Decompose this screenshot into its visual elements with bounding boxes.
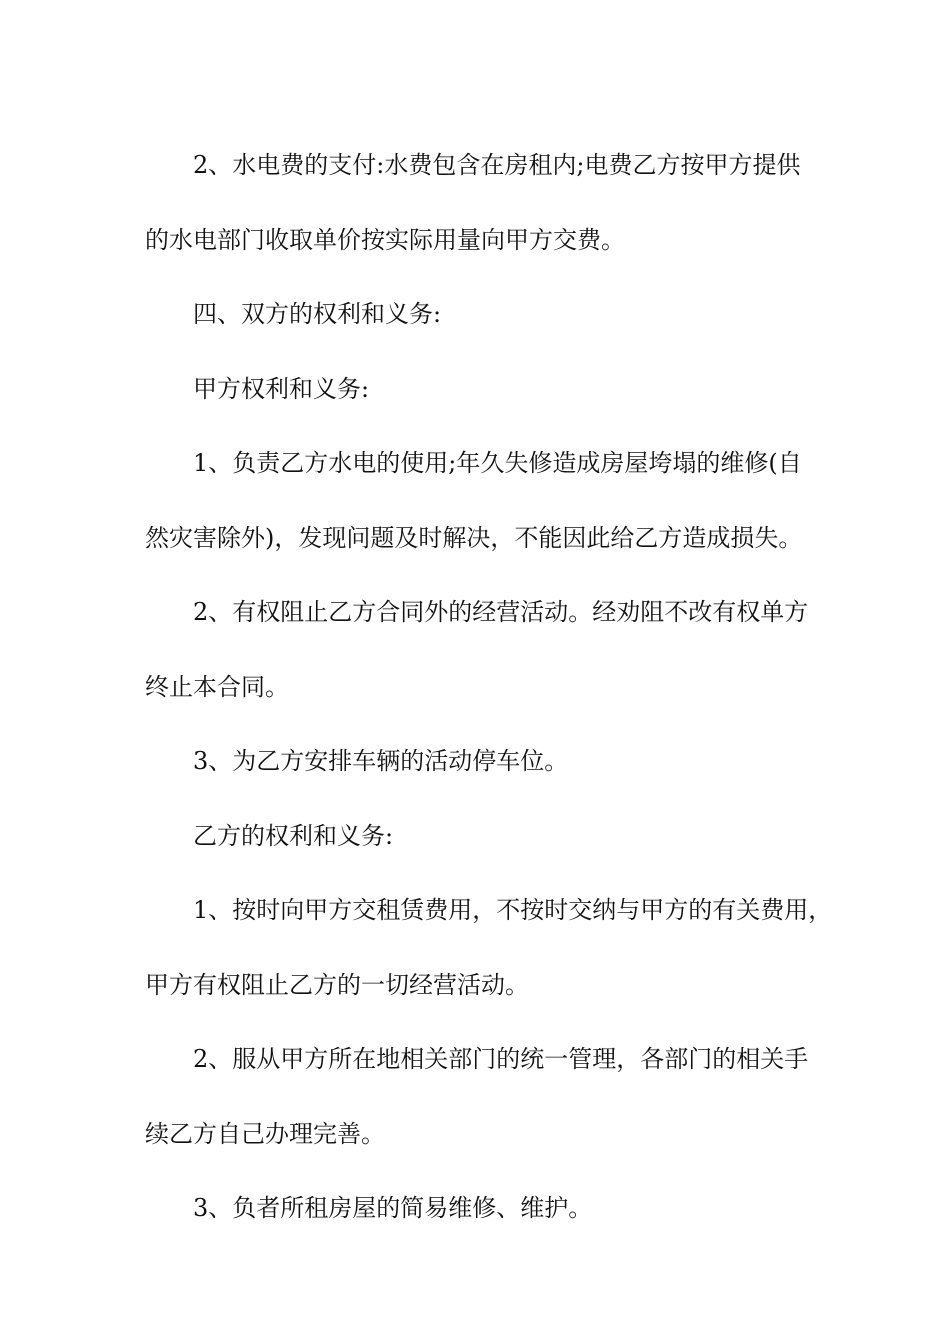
section-heading: 四、双方的权利和义务: [193,300,442,328]
paragraph-line: 2、服从甲方所在地相关部门的统一管理，各部门的相关手 [193,1045,809,1073]
paragraph-line: 1、按时向甲方交租赁费用，不按时交纳与甲方的有关费用， [193,896,833,924]
subsection-heading: 甲方权利和义务: [193,374,370,403]
paragraph-line: 2、水电费的支付:水费包含在房租内;电费乙方按甲方提供 [193,151,801,179]
document-body [145,128,833,1246]
paragraph-line: 3、为乙方安排车辆的活动停车位。 [193,747,569,775]
paragraph-line: 1、负责乙方水电的使用;年久失修造成房屋垮塌的维修(自 [193,449,802,477]
paragraph-line: 的水电部门收取单价按实际用量向甲方交费。 [145,225,625,254]
subsection-heading: 乙方的权利和义务: [193,821,394,850]
paragraph-line: 3、负者所租房屋的简易维修、维护。 [193,1194,593,1222]
paragraph-line: 然灾害除外)，发现问题及时解决，不能因此给乙方造成损失。 [145,523,803,552]
paragraph-line: 终止本合同。 [145,672,289,701]
paragraph-line: 续乙方自己办理完善。 [145,1119,385,1148]
paragraph-line: 甲方有权阻止乙方的一切经营活动。 [145,970,529,999]
paragraph-line: 2、有权阻止乙方合同外的经营活动。经劝阻不改有权单方 [193,598,809,626]
